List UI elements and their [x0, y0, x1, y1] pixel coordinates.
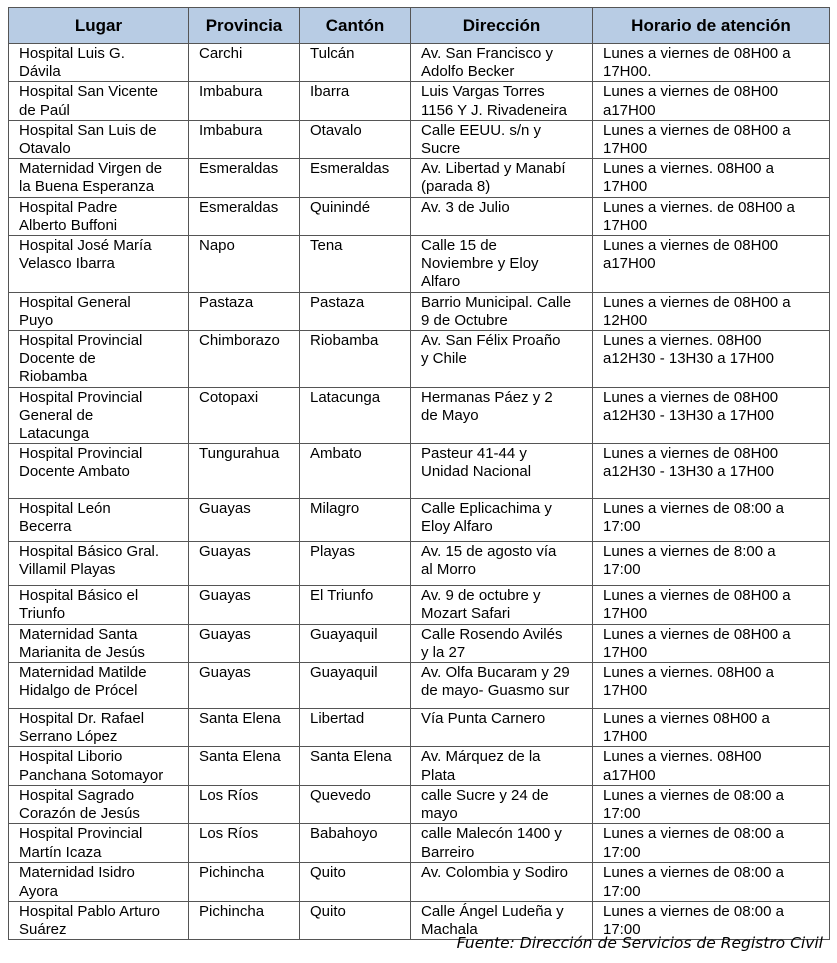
cell-direccion: Av. 15 de agosto vía al Morro: [411, 542, 593, 586]
cell-lugar: Hospital Pablo Arturo Suárez: [9, 901, 189, 939]
table-row: [9, 824, 830, 863]
cell-direccion: Calle Ángel Ludeña y Machala: [411, 901, 593, 939]
cell-provincia: Pastaza: [189, 292, 300, 330]
cell-canton: Otavalo: [300, 120, 411, 158]
cell-direccion: Calle 15 de Noviembre y Eloy Alfaro: [411, 236, 593, 293]
cell-canton: Quito: [300, 901, 411, 939]
cell-lugar: Maternidad Santa Marianita de Jesús: [9, 624, 189, 662]
cell-lugar: Maternidad Matilde Hidalgo de Prócel: [9, 663, 189, 709]
cell-canton: Latacunga: [300, 387, 411, 444]
cell-horario: Lunes a viernes de 08:00 a 17:00: [593, 499, 830, 542]
cell-canton: Tena: [300, 236, 411, 293]
cell-canton: Esmeraldas: [300, 159, 411, 197]
table-row: [9, 197, 830, 235]
table-row: [9, 82, 830, 120]
table-row: [9, 863, 830, 901]
cell-provincia: Guayas: [189, 542, 300, 586]
cell-direccion: Calle Rosendo Avilés y la 27: [411, 624, 593, 662]
cell-direccion: Hermanas Páez y 2 de Mayo: [411, 387, 593, 444]
cell-canton: Pastaza: [300, 292, 411, 330]
cell-lugar: Maternidad Isidro Ayora: [9, 863, 189, 901]
cell-lugar: Hospital General Puyo: [9, 292, 189, 330]
cell-horario: Lunes a viernes de 08:00 a 17:00: [593, 863, 830, 901]
header-lugar: Lugar: [9, 8, 189, 44]
cell-provincia: Imbabura: [189, 82, 300, 120]
cell-provincia: Esmeraldas: [189, 197, 300, 235]
cell-canton: Santa Elena: [300, 747, 411, 785]
cell-lugar: Hospital San Vicente de Paúl: [9, 82, 189, 120]
table-row: [9, 586, 830, 624]
cell-lugar: Hospital Provincial General de Latacunga: [9, 387, 189, 444]
cell-horario: Lunes a viernes de 08H00 a 17H00.: [593, 44, 830, 82]
table-row: [9, 292, 830, 330]
table-row: [9, 159, 830, 197]
hospitals-table: [8, 7, 830, 940]
cell-lugar: Hospital Provincial Docente de Riobamba: [9, 331, 189, 388]
cell-direccion: Av. Márquez de la Plata: [411, 747, 593, 785]
table-row: [9, 331, 830, 388]
cell-canton: Quevedo: [300, 785, 411, 823]
table-row: [9, 747, 830, 785]
cell-horario: Lunes a viernes de 08H00 a 17H00: [593, 624, 830, 662]
cell-horario: Lunes a viernes de 8:00 a 17:00: [593, 542, 830, 586]
source-note: Fuente: Dirección de Servicios de Registro Civil: [456, 934, 823, 952]
table-row: [9, 44, 830, 82]
cell-direccion: Av. San Francisco y Adolfo Becker: [411, 44, 593, 82]
cell-provincia: Tungurahua: [189, 444, 300, 499]
table-row: [9, 387, 830, 444]
cell-lugar: Hospital Básico Gral. Villamil Playas: [9, 542, 189, 586]
cell-lugar: Hospital Luis G. Dávila: [9, 44, 189, 82]
cell-provincia: Santa Elena: [189, 747, 300, 785]
cell-provincia: Guayas: [189, 624, 300, 662]
cell-lugar: Hospital Dr. Rafael Serrano López: [9, 709, 189, 747]
table-row: [9, 120, 830, 158]
cell-canton: Babahoyo: [300, 824, 411, 863]
cell-provincia: Imbabura: [189, 120, 300, 158]
cell-provincia: Esmeraldas: [189, 159, 300, 197]
cell-direccion: Calle Eplicachima y Eloy Alfaro: [411, 499, 593, 542]
cell-canton: Tulcán: [300, 44, 411, 82]
cell-horario: Lunes a viernes de 08H00 a12H30 - 13H30 a 17H00: [593, 387, 830, 444]
cell-lugar: Maternidad Virgen de la Buena Esperanza: [9, 159, 189, 197]
table-row: [9, 663, 830, 709]
cell-canton: Milagro: [300, 499, 411, 542]
cell-direccion: Av. San Félix Proaño y Chile: [411, 331, 593, 388]
cell-provincia: Cotopaxi: [189, 387, 300, 444]
cell-horario: Lunes a viernes. 08H00 a 17H00: [593, 159, 830, 197]
cell-horario: Lunes a viernes. 08H00 a 17H00: [593, 663, 830, 709]
cell-horario: Lunes a viernes de 08H00 a17H00: [593, 82, 830, 120]
table-row: [9, 444, 830, 499]
cell-horario: Lunes a viernes de 08H00 a17H00: [593, 236, 830, 293]
cell-lugar: Hospital Provincial Docente Ambato: [9, 444, 189, 499]
cell-horario: Lunes a viernes. 08H00 a12H30 - 13H30 a 17H00: [593, 331, 830, 388]
header-canton: Cantón: [300, 8, 411, 44]
cell-direccion: Av. Libertad y Manabí (parada 8): [411, 159, 593, 197]
cell-canton: Guayaquil: [300, 624, 411, 662]
cell-horario: Lunes a viernes. de 08H00 a 17H00: [593, 197, 830, 235]
cell-canton: Quinindé: [300, 197, 411, 235]
cell-provincia: Guayas: [189, 586, 300, 624]
cell-horario: Lunes a viernes de 08:00 a 17:00: [593, 824, 830, 863]
cell-provincia: Napo: [189, 236, 300, 293]
table-row: [9, 499, 830, 542]
cell-horario: Lunes a viernes 08H00 a 17H00: [593, 709, 830, 747]
cell-canton: El Triunfo: [300, 586, 411, 624]
cell-horario: Lunes a viernes de 08H00 a 17H00: [593, 120, 830, 158]
header-provincia: Provincia: [189, 8, 300, 44]
header-row: [9, 8, 830, 44]
cell-lugar: Hospital Liborio Panchana Sotomayor: [9, 747, 189, 785]
cell-provincia: Chimborazo: [189, 331, 300, 388]
cell-lugar: Hospital Básico el Triunfo: [9, 586, 189, 624]
cell-direccion: Pasteur 41-44 y Unidad Nacional: [411, 444, 593, 499]
cell-provincia: Guayas: [189, 499, 300, 542]
cell-direccion: Av. Olfa Bucaram y 29 de mayo- Guasmo sur: [411, 663, 593, 709]
cell-canton: Quito: [300, 863, 411, 901]
cell-lugar: Hospital San Luis de Otavalo: [9, 120, 189, 158]
cell-provincia: Los Ríos: [189, 785, 300, 823]
cell-direccion: Av. Colombia y Sodiro: [411, 863, 593, 901]
cell-lugar: Hospital Padre Alberto Buffoni: [9, 197, 189, 235]
table-row: [9, 542, 830, 586]
header-horario: Horario de atención: [593, 8, 830, 44]
cell-direccion: Av. 3 de Julio: [411, 197, 593, 235]
cell-horario: Lunes a viernes de 08:00 a 17:00: [593, 901, 830, 939]
cell-direccion: Luis Vargas Torres 1156 Y J. Rivadeneira: [411, 82, 593, 120]
cell-provincia: Pichincha: [189, 863, 300, 901]
cell-direccion: Av. 9 de octubre y Mozart Safari: [411, 586, 593, 624]
cell-horario: Lunes a viernes de 08:00 a 17:00: [593, 785, 830, 823]
cell-canton: Playas: [300, 542, 411, 586]
cell-canton: Libertad: [300, 709, 411, 747]
table-row: [9, 236, 830, 293]
cell-direccion: Vía Punta Carnero: [411, 709, 593, 747]
cell-canton: Guayaquil: [300, 663, 411, 709]
cell-lugar: Hospital León Becerra: [9, 499, 189, 542]
cell-direccion: calle Sucre y 24 de mayo: [411, 785, 593, 823]
cell-provincia: Guayas: [189, 663, 300, 709]
cell-lugar: Hospital Sagrado Corazón de Jesús: [9, 785, 189, 823]
table-body: [9, 44, 830, 940]
cell-horario: Lunes a viernes de 08H00 a12H30 - 13H30 a 17H00: [593, 444, 830, 499]
cell-lugar: Hospital José María Velasco Ibarra: [9, 236, 189, 293]
cell-provincia: Pichincha: [189, 901, 300, 939]
cell-canton: Ibarra: [300, 82, 411, 120]
cell-canton: Riobamba: [300, 331, 411, 388]
cell-horario: Lunes a viernes de 08H00 a 12H00: [593, 292, 830, 330]
table-row: [9, 709, 830, 747]
cell-direccion: calle Malecón 1400 y Barreiro: [411, 824, 593, 863]
cell-provincia: Carchi: [189, 44, 300, 82]
table-row: [9, 624, 830, 662]
cell-horario: Lunes a viernes de 08H00 a 17H00: [593, 586, 830, 624]
table-row: [9, 785, 830, 823]
cell-lugar: Hospital Provincial Martín Icaza: [9, 824, 189, 863]
cell-horario: Lunes a viernes. 08H00 a17H00: [593, 747, 830, 785]
cell-direccion: Barrio Municipal. Calle 9 de Octubre: [411, 292, 593, 330]
cell-provincia: Santa Elena: [189, 709, 300, 747]
cell-provincia: Los Ríos: [189, 824, 300, 863]
cell-canton: Ambato: [300, 444, 411, 499]
header-direccion: Dirección: [411, 8, 593, 44]
cell-direccion: Calle EEUU. s/n y Sucre: [411, 120, 593, 158]
